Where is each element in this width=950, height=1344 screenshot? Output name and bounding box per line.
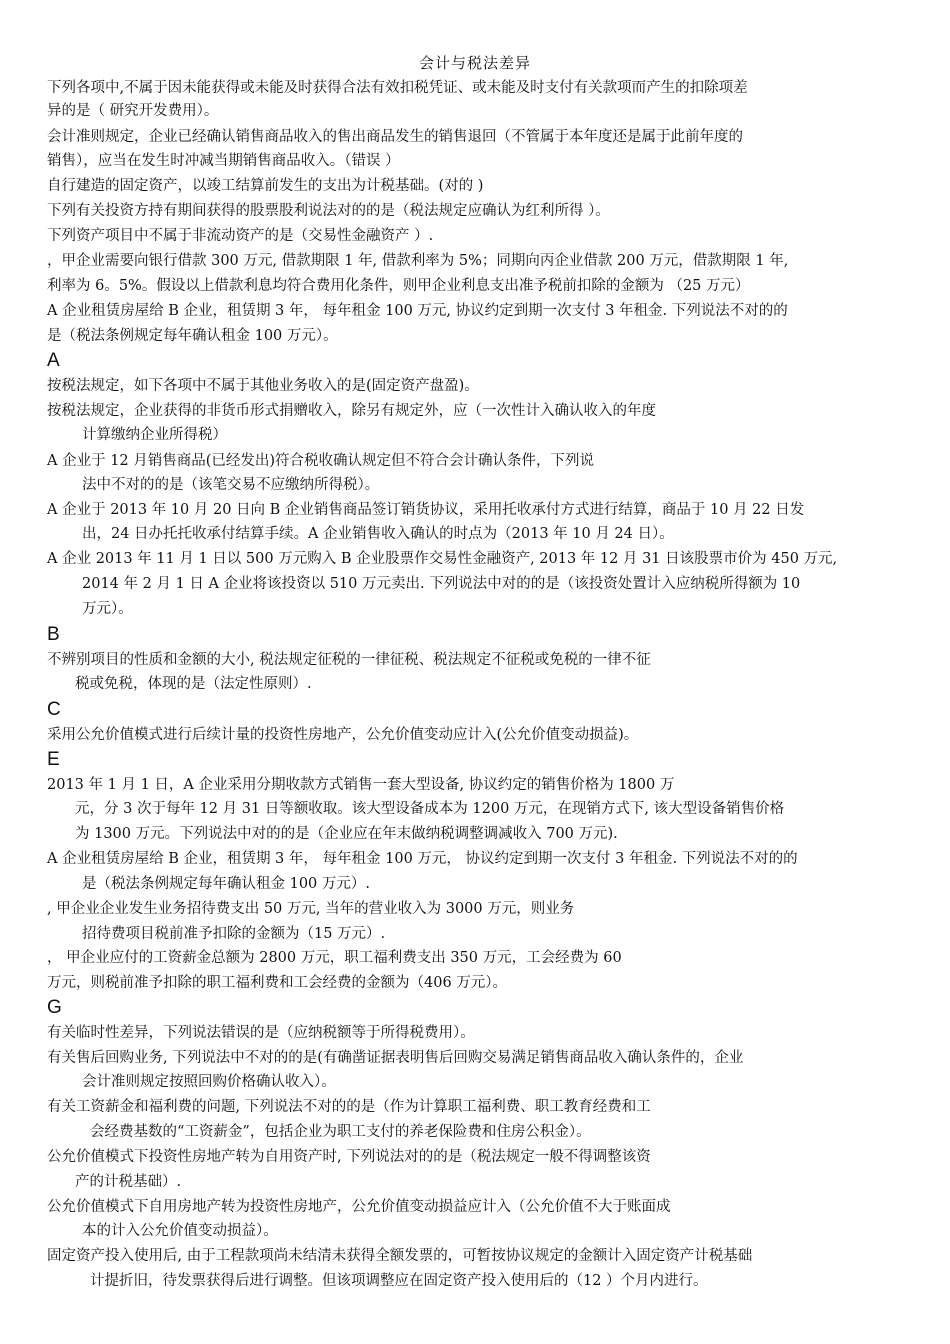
text-line: ，甲企业需要向银行借款 300 万元, 借款期限 1 年, 借款利率为 5%；同期向丙企业借款 200 万元，借款期限 1 年, — [47, 253, 789, 269]
text-line: A 企业于 2013 年 10 月 20 日向 B 企业销售商品签订销货协议，采用托收承付方式进行结算，商品于 10 月 22 日发 — [47, 502, 805, 518]
text-line: 自行建造的固定资产，以竣工结算前发生的支出为计税基础。(对的 ) — [47, 178, 484, 194]
text-line: 利率为 6。5%。假设以上借款利息均符合费用化条件，则甲企业利息支出准予税前扣除的金额为 （25 万元） — [47, 278, 750, 294]
text-line: 法中不对的的是（该笔交易不应缴纳所得税）。 — [82, 477, 380, 493]
text-line: A 企业租赁房屋给 B 企业，租赁期 3 年， 每年租金 100 万元, 协议约定到期一次支付 3 年租金. 下列说法不对的的 — [47, 303, 788, 319]
text-line: 公允价值模式下自用房地产转为投资性房地产，公允价值变动损益应计入（公允价值不大于账面成 — [47, 1199, 671, 1215]
text-line: 异的是（ 研究开发费用）。 — [47, 103, 219, 119]
text-line: 是（税法条例规定每年确认租金 100 万元）。 — [47, 328, 338, 344]
text-line: 销售），应当在发生时冲减当期销售商品收入。（错误 ） — [47, 153, 400, 169]
text-line: 计提折旧，待发票获得后进行调整。但该项调整应在固定资产投入使用后的（12 ）个月内进行。 — [90, 1273, 708, 1289]
text-line: 元，分 3 次于每年 12 月 31 日等额收取。该大型设备成本为 1200 万元，在现销方式下, 该大型设备销售价格 — [75, 801, 785, 817]
text-line: A 企业 2013 年 11 月 1 日以 500 万元购入 B 企业股票作交易性金融资产, 2013 年 12 月 31 日该股票市价为 450 万元, — [47, 551, 838, 567]
text-line: 产的计税基础）. — [75, 1174, 182, 1190]
text-line: 固定资产投入使用后, 由于工程款项尚未结清未获得全额发票的，可暂按协议规定的金额计入固定资产计税基础 — [47, 1248, 753, 1264]
text-line: 为 1300 万元。下列说法中对的的是（企业应在年末做纳税调整调减收入 700 万元). — [75, 826, 618, 842]
section-letter-a: A — [47, 350, 60, 371]
text-line: A 企业租赁房屋给 B 企业，租赁期 3 年， 每年租金 100 万元， 协议约定到期一次支付 3 年租金. 下列说法不对的的 — [47, 851, 798, 867]
section-letter-g: G — [47, 997, 62, 1018]
text-line: 税或免税，体现的是（法定性原则）. — [75, 676, 312, 692]
text-line: 公允价值模式下投资性房地产转为自用资产时, 下列说法对的的是（税法规定一般不得调整该资 — [47, 1149, 651, 1165]
text-line: 有关工资薪金和福利费的问题, 下列说法不对的的是（作为计算职工福利费、职工教育经费和工 — [47, 1099, 651, 1115]
text-line: 本的计入公允价值变动损益）。 — [82, 1223, 278, 1239]
text-line: , 甲企业企业发生业务招待费支出 50 万元, 当年的营业收入为 3000 万元，则业务 — [47, 901, 575, 917]
section-letter-e: E — [47, 749, 60, 770]
text-line: 按税法规定，企业获得的非货币形式捐赠收入，除另有规定外，应（一次性计入确认收入的年度 — [47, 403, 656, 419]
text-line: 不辨别项目的性质和金额的大小, 税法规定征税的一律征税、税法规定不征税或免税的一律不征 — [47, 652, 651, 668]
text-line: A 企业于 12 月销售商品(已经发出)符合税收确认规定但不符合会计确认条件，下列说 — [47, 453, 595, 469]
text-line: 按税法规定，如下各项中不属于其他业务收入的是(固定资产盘盈)。 — [47, 378, 479, 394]
text-line: 有关售后回购业务, 下列说法中不对的的是(有确凿证据表明售后回购交易满足销售商品收入确认条件的，企业 — [47, 1050, 744, 1066]
text-line: 会计准则规定按照回购价格确认收入）。 — [82, 1074, 336, 1090]
text-line: 万元）。 — [82, 601, 133, 617]
text-line: 出，24 日办托托收承付结算手续。A 企业销售收入确认的时点为（2013 年 10 月 24 日）。 — [82, 526, 674, 542]
text-line: 下列各项中,不属于因未能获得或未能及时获得合法有效扣税凭证、或未能及时支付有关款项而产生的扣除项差 — [47, 80, 748, 96]
text-line: 会经费基数的“工资薪金”，包括企业为职工支付的养老保险费和住房公积金）。 — [90, 1124, 591, 1140]
text-line: ， 甲企业应付的工资薪金总额为 2800 万元，职工福利费支出 350 万元，工会经费为 60 — [47, 950, 622, 966]
text-line: 采用公允价值模式进行后续计量的投资性房地产，公允价值变动应计入(公允价值变动损益)。 — [47, 727, 639, 743]
text-line: 下列资产项目中不属于非流动资产的是（交易性金融资产 ）. — [47, 228, 434, 244]
text-line: 会计准则规定，企业已经确认销售商品收入的售出商品发生的销售退回（不管属于本年度还是属于此前年度的 — [47, 129, 743, 145]
section-letter-b: B — [47, 624, 60, 645]
page-title: 会计与税法差异 — [418, 54, 531, 72]
text-line: 有关临时性差异，下列说法错误的是（应纳税额等于所得税费用）。 — [47, 1025, 475, 1041]
text-line: 是（税法条例规定每年确认租金 100 万元）. — [82, 876, 371, 892]
text-line: 2014 年 2 月 1 日 A 企业将该投资以 510 万元卖出. 下列说法中对的的是（该投资处置计入应纳税所得额为 10 — [82, 576, 801, 592]
section-letter-c: C — [47, 699, 61, 720]
text-line: 下列有关投资方持有期间获得的股票股利说法对的的是（税法规定应确认为红利所得 ）。 — [47, 203, 610, 219]
text-line: 招待费项目税前准予扣除的金额为（15 万元）. — [82, 926, 386, 942]
text-line: 2013 年 1 月 1 日，A 企业采用分期收款方式销售一套大型设备, 协议约定的销售价格为 1800 万 — [47, 777, 675, 793]
text-line: 计算缴纳企业所得税） — [82, 427, 227, 443]
text-line: 万元，则税前准予扣除的职工福利费和工会经费的金额为（406 万元）。 — [47, 975, 508, 991]
